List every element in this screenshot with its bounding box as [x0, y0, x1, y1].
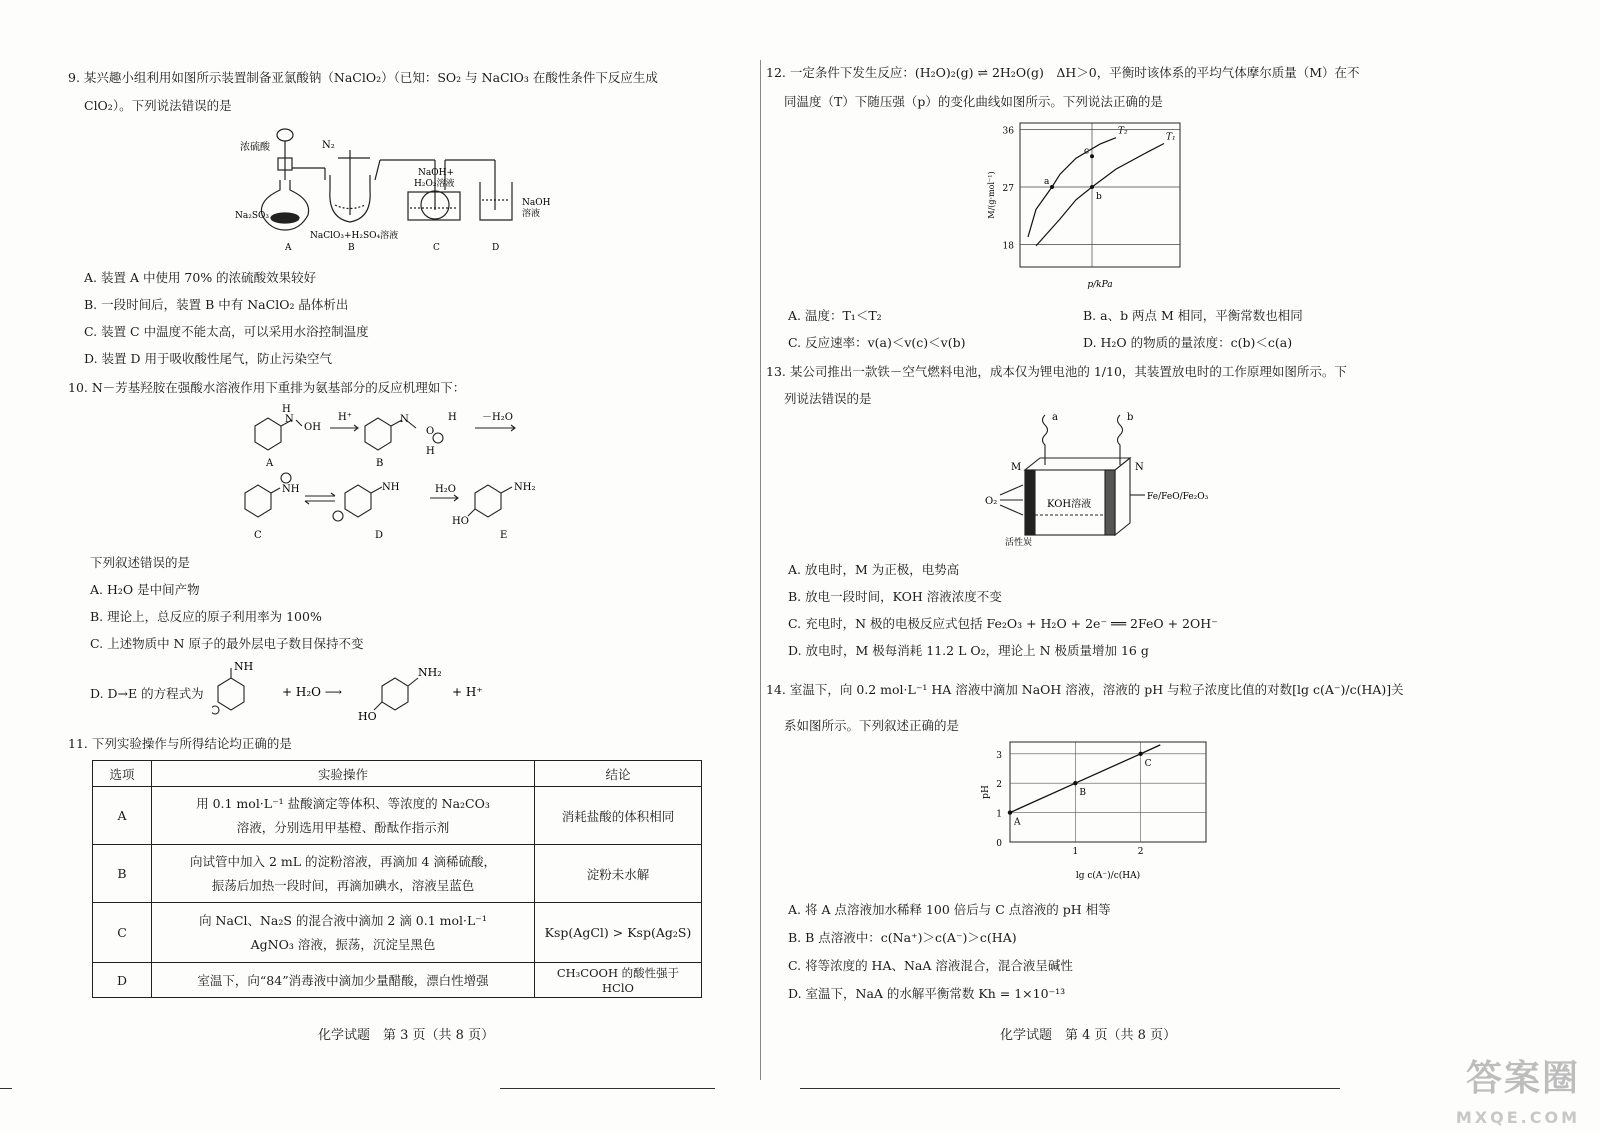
row-key: C — [93, 903, 152, 963]
label-b: B — [376, 458, 384, 469]
label-fe: Fe/FeO/Fe₂O₃ — [1147, 492, 1209, 502]
q14-option-d[interactable]: D. 室温下，NaA 的水解平衡常数 Kh = 1×10⁻¹³ — [788, 986, 1066, 1001]
label-oh: OH — [304, 422, 321, 433]
point-label: c — [1084, 146, 1090, 157]
label-naoh-b: 溶液 — [522, 209, 541, 219]
q9-stem-line2: ClO₂）。下列说法错误的是 — [84, 98, 232, 113]
cell-top — [1025, 458, 1130, 470]
watermark-logo: 答案圈 — [1465, 1058, 1580, 1099]
point-label: B — [1079, 788, 1086, 799]
crop-mark-left — [0, 1088, 12, 1089]
q9-option-b[interactable]: B. 一段时间后，装置 B 中有 NaClO₂ 晶体析出 — [84, 297, 349, 312]
label-naoh: NaOH — [522, 198, 551, 208]
y-tick-label: 3 — [996, 750, 1002, 761]
q13-battery-diagram — [985, 410, 1225, 550]
label-nh2: NH₂ — [514, 482, 536, 493]
label-h2o: H₂O — [435, 484, 456, 495]
q10-option-a[interactable]: A. H₂O 是中间产物 — [90, 582, 200, 597]
ring-c — [245, 485, 271, 517]
label-d: D — [375, 530, 384, 541]
label-n: N — [285, 414, 294, 425]
row-key: A — [93, 787, 152, 845]
row-operation — [152, 845, 535, 903]
label-e: E — [500, 530, 508, 541]
q11-table — [92, 760, 702, 998]
q14-option-c[interactable]: C. 将等浓度的 HA、NaA 溶液混合，混合液呈碱性 — [788, 958, 1073, 973]
q9-option-d[interactable]: D. 装置 D 用于吸收酸性尾气，防止污染空气 — [84, 351, 332, 366]
bottom-rule-left — [500, 1088, 715, 1089]
point-label: a — [1044, 177, 1050, 187]
label-m: M — [1011, 462, 1022, 473]
q10-option-d[interactable]: D. D→E 的方程式为 — [90, 686, 204, 701]
q11-stem: 11. 下列实验操作与所得结论均正确的是 — [68, 736, 292, 751]
label-n: N — [1135, 462, 1144, 473]
watermark-url: MXQE.COM — [1455, 1108, 1580, 1127]
page-4 — [760, 0, 1600, 1131]
label-carbon: 活性炭 — [1005, 538, 1033, 548]
q14-stem-line2: 系如图所示。下列叙述正确的是 — [784, 718, 960, 733]
label-nh-c: NH — [282, 484, 300, 495]
row-op-line1: 用 0.1 mol·L⁻¹ 盐酸滴定等体积、等浓度的 Na₂CO₃ — [196, 795, 490, 811]
eq-plus-h: + H⁺ — [452, 685, 483, 699]
q10-option-d-equation — [212, 658, 502, 724]
q9-apparatus-diagram — [230, 120, 560, 260]
data-point-c — [1090, 154, 1094, 158]
q13-option-d[interactable]: D. 放电时，M 极每消耗 11.2 L O₂，理论上 N 极质量增加 16 g — [788, 643, 1149, 658]
data-point-a — [1050, 185, 1054, 189]
series-label: T₂ — [1118, 126, 1128, 137]
electrode-m — [1025, 470, 1035, 535]
q9-stem-line1: 9. 某兴趣小组利用如图所示装置制备亚氯酸钠（NaClO₂）（已知：SO₂ 与 NaClO₃ 在酸性条件下反应生成 — [68, 70, 658, 85]
col-header-conclusion: 结论 — [535, 761, 702, 787]
q12-option-b[interactable]: B. a、b 两点 M 相同，平衡常数也相同 — [1083, 308, 1303, 323]
series-label: T₁ — [1166, 132, 1176, 143]
label-koh: KOH溶液 — [1047, 499, 1092, 510]
y-axis-label: pH — [981, 785, 991, 799]
label-acid: 浓硫酸 — [240, 142, 270, 153]
q13-stem-line2: 列说法错误的是 — [784, 391, 872, 406]
point-label: A — [1014, 817, 1021, 828]
x-tick-label: 2 — [1137, 847, 1144, 857]
data-point-C — [1138, 752, 1142, 756]
apparatus-a — [261, 129, 325, 230]
label-o2: O₂ — [985, 496, 998, 507]
data-point-B — [1073, 781, 1077, 785]
label-ho: HO — [452, 516, 469, 527]
q14-stem-line1: 14. 室温下，向 0.2 mol·L⁻¹ HA 溶液中滴加 NaOH 溶液，溶液的 pH 与粒子浓度比值的对数[lg c(A⁻)/c(HA)]关 — [766, 682, 1404, 697]
row-op-line2: 溶液，分别选用甲基橙、酚酞作指示剂 — [236, 819, 450, 835]
plot-frame — [1010, 742, 1206, 842]
table-row-b[interactable] — [93, 845, 702, 903]
label-na2so3: Na₂SO₃ — [235, 211, 270, 221]
row-op-line1: 向 NaCl、Na₂S 的混合液中滴加 2 滴 0.1 mol·L⁻¹ — [199, 912, 487, 928]
y-tick-label: 0 — [996, 839, 1002, 849]
label-n2: N₂ — [322, 140, 335, 151]
table-row-a[interactable] — [93, 787, 702, 845]
label-minus-h2o: －H₂O — [482, 412, 513, 423]
label-a: A — [285, 243, 292, 253]
label-d: D — [492, 243, 500, 253]
q12-m-vs-p-chart — [980, 115, 1220, 295]
label-naoh-h2o2: NaOH+ — [418, 168, 455, 178]
row-conclusion: 淀粉未水解 — [535, 845, 702, 903]
eq-nh2-label: NH₂ — [418, 666, 442, 679]
col-header-option: 选项 — [93, 761, 152, 787]
label-h-b2: H — [426, 446, 435, 457]
bottom-rule-right — [800, 1088, 1340, 1089]
electrode-n — [1105, 470, 1115, 535]
point-label: C — [1144, 758, 1152, 769]
ring-d — [345, 485, 371, 517]
q9-option-a[interactable]: A. 装置 A 中使用 70% 的浓硫酸效果较好 — [84, 270, 317, 285]
q12-stem-line1: 12. 一定条件下发生反应：(H₂O)₂(g) ⇌ 2H₂O(g) ΔH＞0，平衡时该体系的平均气体摩尔质量（M）在不 — [766, 65, 1360, 80]
q13-option-a[interactable]: A. 放电时，M 为正极，电势高 — [788, 562, 960, 577]
label-b-term: b — [1127, 412, 1134, 423]
label-h-plus: H⁺ — [338, 412, 352, 423]
label-h: H — [282, 404, 291, 415]
eq-ho-label: HO — [358, 710, 377, 723]
q12-option-c[interactable]: C. 反应速率：v(a)＜v(c)＜v(b) — [788, 335, 966, 350]
apparatus-d — [480, 160, 512, 220]
row-op-line1: 向试管中加入 2 mL 的淀粉溶液，再滴加 4 滴稀硫酸， — [190, 853, 496, 869]
row-key: D — [93, 963, 152, 998]
row-operation: 室温下，向“84”消毒液中滴加少量醋酸，漂白性增强 — [152, 963, 535, 998]
label-c: C — [433, 243, 440, 253]
q10-option-b[interactable]: B. 理论上，总反应的原子利用率为 100% — [90, 609, 322, 624]
label-h-b: H — [448, 412, 457, 423]
row-op-line2: 振荡后加热一段时间，再滴加碘水，溶液呈蓝色 — [211, 877, 475, 893]
y-axis-label: M/(g·mol⁻¹) — [987, 171, 996, 219]
q14-option-b[interactable]: B. B 点溶液中：c(Na⁺)＞c(A⁻)＞c(HA) — [788, 930, 1017, 945]
label-c: C — [254, 530, 262, 541]
q12-option-a[interactable]: A. 温度：T₁＜T₂ — [788, 308, 882, 323]
col-header-operation: 实验操作 — [152, 761, 535, 787]
y-tick-label: 18 — [1002, 241, 1014, 252]
ring-a — [255, 418, 281, 450]
q12-option-d[interactable]: D. H₂O 的物质的量浓度：c(b)＜c(a) — [1083, 335, 1293, 350]
data-point-A — [1008, 810, 1012, 814]
eq-nh-label: NH — [234, 660, 254, 673]
data-point-b — [1090, 185, 1094, 189]
q14-ph-chart — [980, 738, 1210, 893]
label-n-b: N — [400, 414, 409, 425]
point-label: b — [1096, 192, 1102, 202]
y-tick-label: 1 — [996, 809, 1002, 820]
label-naclo3: NaClO₃+H₂SO₄溶液 — [310, 231, 399, 241]
q14-option-a[interactable]: A. 将 A 点溶液加水稀释 100 倍后与 C 点溶液的 pH 相等 — [788, 902, 1111, 917]
label-naoh-h2o2-b: H₂O₂溶液 — [414, 179, 455, 189]
x-axis-label: lg c(A⁻)/c(HA) — [1075, 871, 1141, 881]
row-conclusion: 消耗盐酸的体积相同 — [535, 787, 702, 845]
label-o-b: O — [426, 426, 435, 437]
ring-b — [365, 418, 391, 450]
ring-e — [475, 485, 501, 517]
q12-stem-line2: 同温度（T）下随压强（p）的变化曲线如图所示。下列说法正确的是 — [784, 94, 1163, 109]
label-b: B — [348, 243, 355, 253]
page-3 — [0, 0, 760, 1131]
row-conclusion: CH₃COOH 的酸性强于 HClO — [535, 963, 702, 998]
q10-mechanism-diagram — [230, 398, 570, 548]
y-tick-label: 27 — [1002, 184, 1014, 194]
x-tick-label: 1 — [1072, 847, 1079, 857]
q13-stem-line1: 13. 某公司推出一款铁－空气燃料电池，成本仅为锂电池的 1/10，其装置放电时的工作原理如图所示。下 — [766, 364, 1347, 379]
label-nh-d: NH — [382, 482, 400, 493]
q9-option-c[interactable]: C. 装置 C 中温度不能太高，可以采用水浴控制温度 — [84, 324, 369, 339]
cell-side — [1115, 458, 1130, 535]
table-row-c[interactable] — [93, 903, 702, 963]
label-a: A — [266, 458, 274, 469]
label-a-term: a — [1052, 412, 1058, 423]
y-tick-label: 36 — [1002, 126, 1014, 137]
q10-option-c[interactable]: C. 上述物质中 N 原子的最外层电子数目保持不变 — [90, 636, 364, 651]
page-3-footer: 化学试题 第 3 页（共 8 页） — [318, 1028, 495, 1043]
page-4-footer: 化学试题 第 4 页（共 8 页） — [1000, 1028, 1177, 1043]
row-key: B — [93, 845, 152, 903]
row-operation — [152, 787, 535, 845]
x-axis-label: p/kPa — [1087, 280, 1113, 290]
q10-prompt: 下列叙述错误的是 — [90, 555, 191, 570]
eq-plus-h2o: + H₂O ⟶ — [282, 685, 342, 699]
row-conclusion: Ksp(AgCl) > Ksp(Ag₂S) — [535, 903, 702, 963]
q10-stem: 10. N－芳基羟胺在强酸水溶液作用下重排为氨基部分的反应机理如下： — [68, 380, 466, 395]
q13-option-c[interactable]: C. 充电时，N 极的电极反应式包括 Fe₂O₃ + H₂O + 2e⁻ ══ 2FeO + 2OH⁻ — [788, 616, 1218, 631]
y-tick-label: 2 — [996, 780, 1002, 791]
series-line — [1010, 745, 1160, 813]
q13-option-b[interactable]: B. 放电一段时间，KOH 溶液浓度不变 — [788, 589, 1002, 604]
row-operation — [152, 903, 535, 963]
table-header-row — [93, 761, 702, 787]
row-op-line2: AgNO₃ 溶液，振荡，沉淀呈黑色 — [250, 936, 436, 952]
table-row-d[interactable] — [93, 963, 702, 998]
